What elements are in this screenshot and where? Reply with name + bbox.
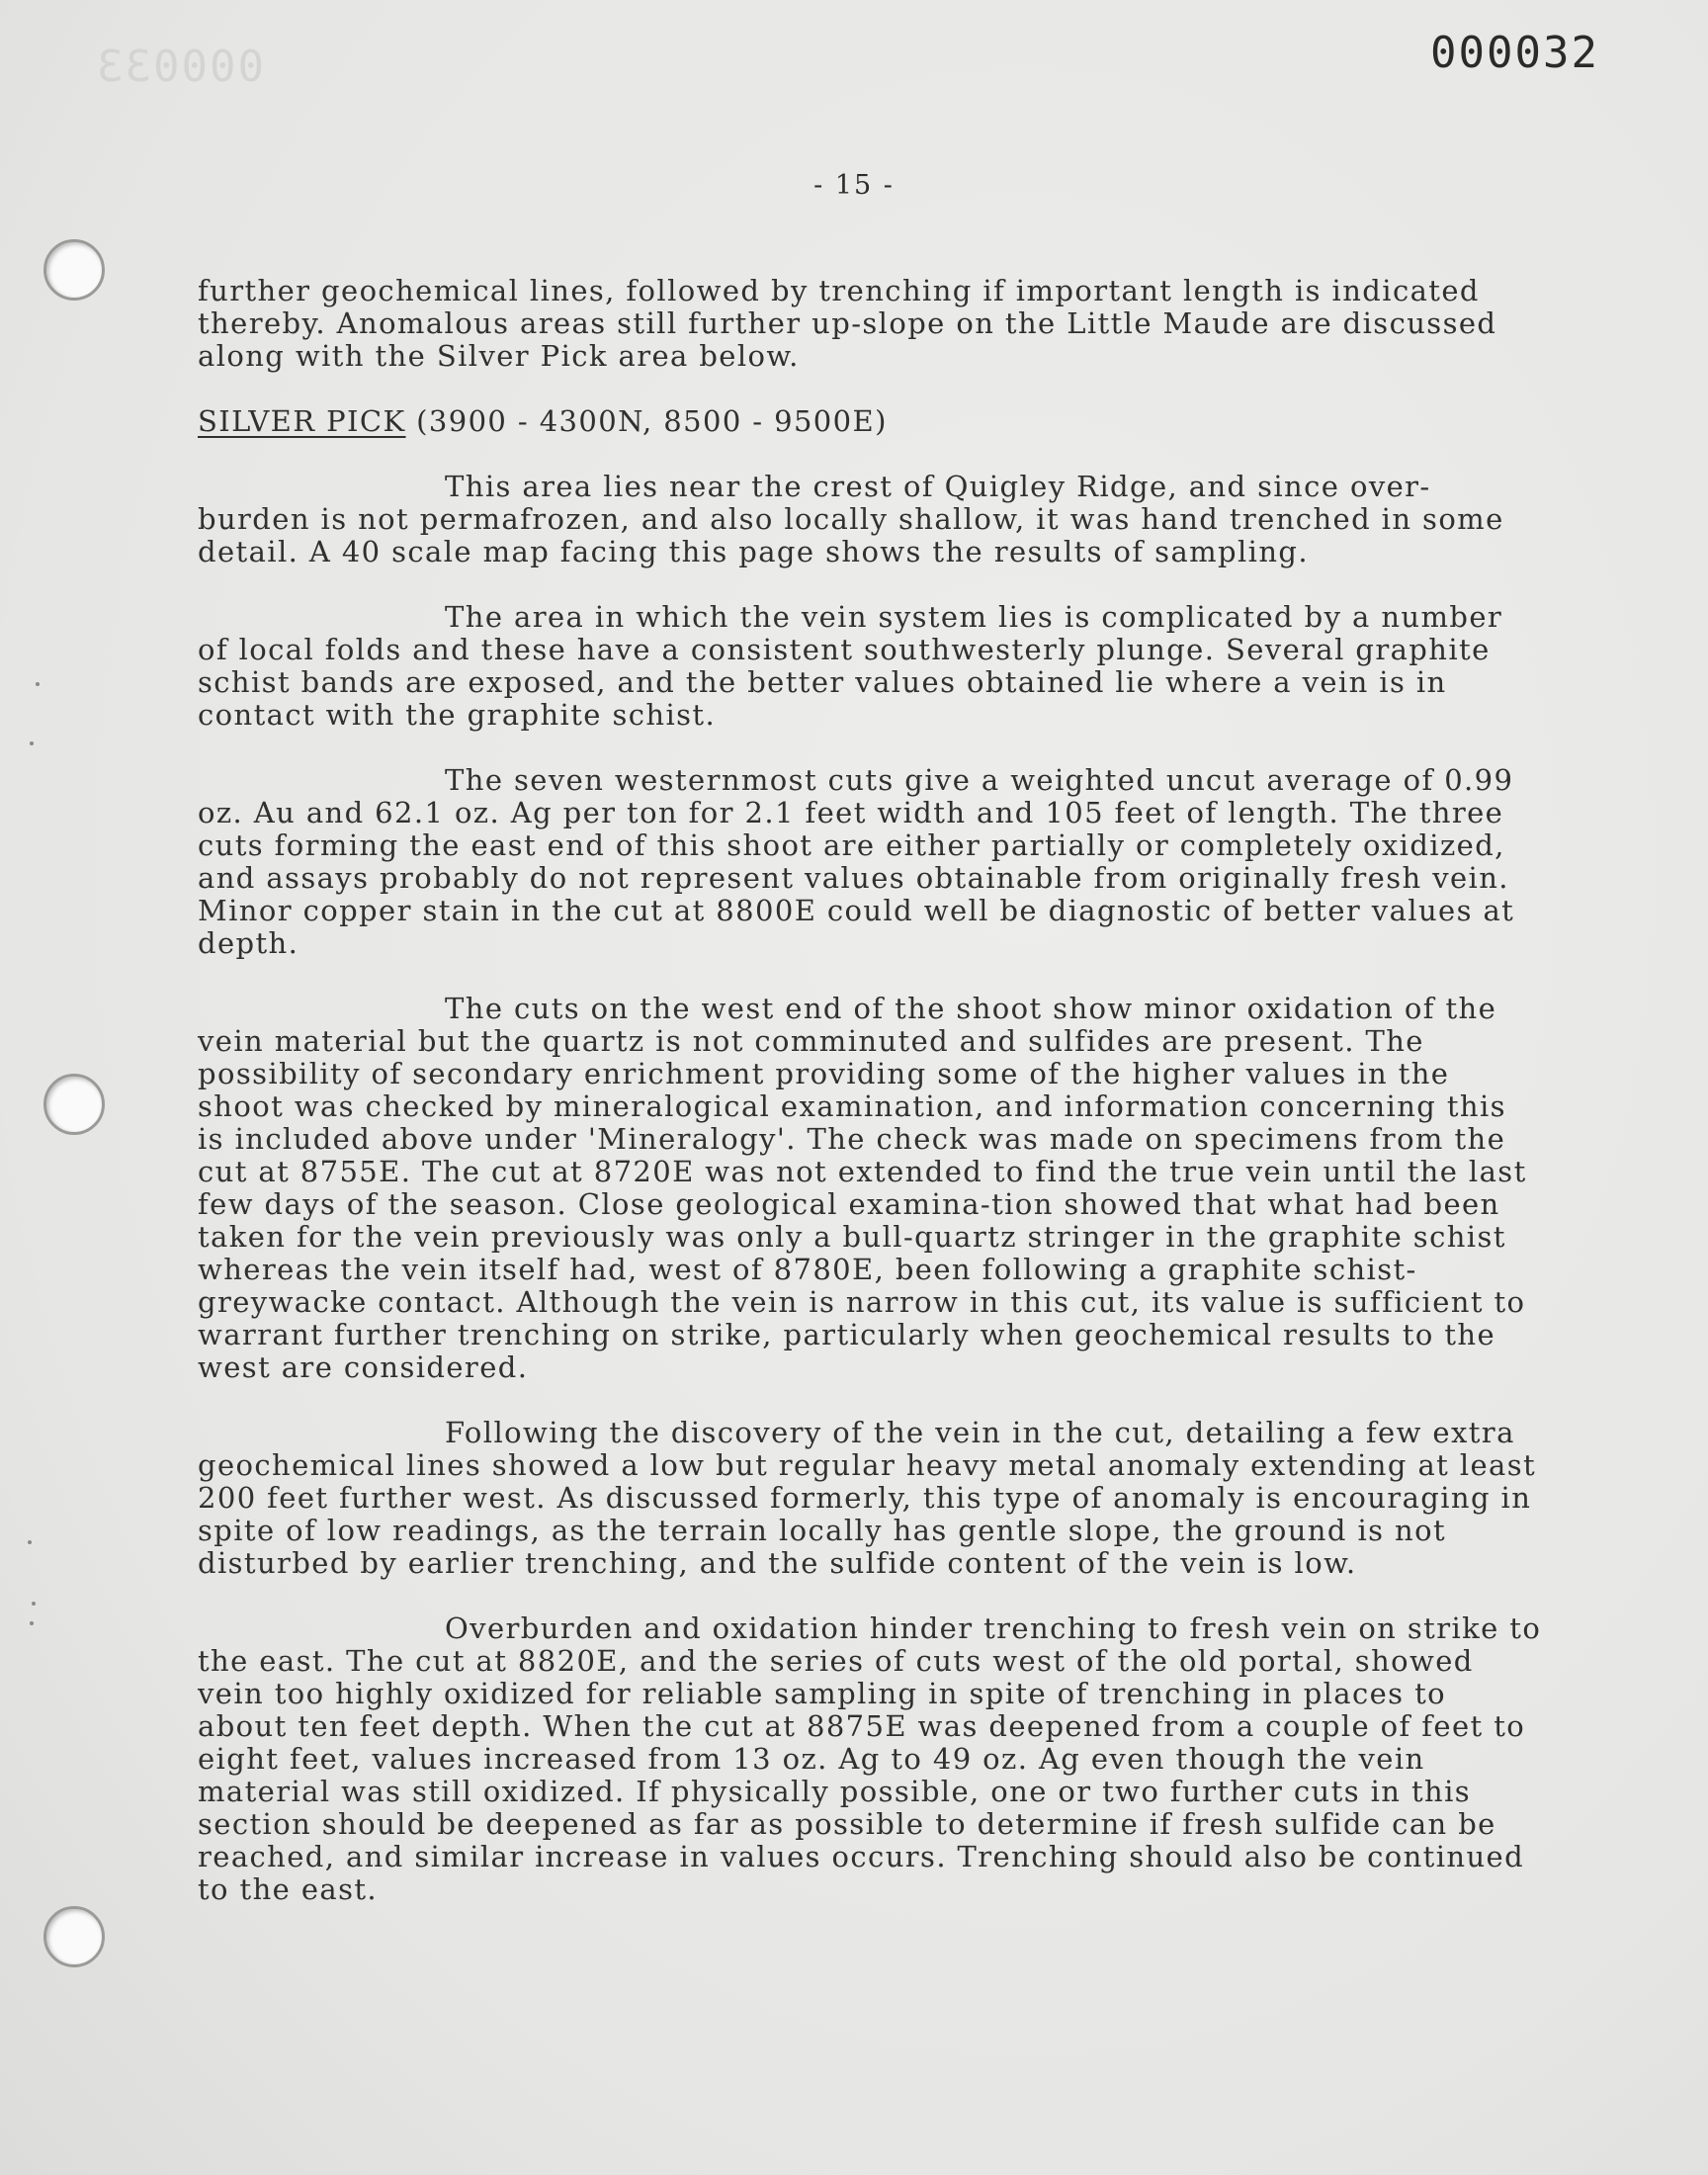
intro-paragraph: further geochemical lines, followed by trenching if important length is indicated thereby. Anomalous areas still further up-slope on the Little Maude are discussed along with the Silver Pick area below. <box>198 274 1497 373</box>
binder-hole-icon <box>43 239 105 301</box>
document-body <box>198 275 1542 1939</box>
paper-speck <box>30 1621 34 1625</box>
paragraph: The cuts on the west end of the shoot show minor oxidation of the vein material but the quartz is not comminuted and sulfides are present. The possibility of secondary enrichment providing some of the higher values in the shoot was checked by mineralogical examination, and information concerning this is included above under 'Mineralogy'. The check was made on specimens from the cut at 8755E. The cut at 8720E was not extended to find the true vein until the last few days of the season. Close geological examina-tion showed that what had been taken for the vein previously was only a bull-quartz stringer in the graphite schist whereas the vein itself had, west of 8780E, been following a graphite schist-greywacke contact. Although the vein is narrow in this cut, its value is sufficient to warrant further trenching on strike, particularly when geochemical results to the west are considered. <box>198 992 1527 1384</box>
section-heading <box>198 405 1542 438</box>
section-title: SILVER PICK <box>198 404 406 438</box>
paper-speck <box>32 1602 36 1606</box>
bleed-through-page-id: 000033 <box>95 42 264 92</box>
paragraph: The seven westernmost cuts give a weighted uncut average of 0.99 oz. Au and 62.1 oz. Ag per ton for 2.1 feet width and 105 feet of length. The three cuts forming the east end of this shoot are either partially or completely oxidized, and assays probably do not represent values obtainable from originally fresh vein. Minor copper stain in the cut at 8800E could well be diagnostic of better values at depth. <box>198 763 1515 960</box>
page-id-stamp: 000032 <box>1430 28 1599 78</box>
paragraph: Overburden and oxidation hinder trenching to fresh vein on strike to the east. The cut at 8820E, and the series of cuts west of the old portal, showed vein too highly oxidized for reliable sampling in spite of trenching in places to about ten feet depth. When the cut at 8875E was deepened from a couple of feet to eight feet, values increased from 13 oz. Ag to 49 oz. Ag even though the vein material was still oxidized. If physically possible, one or two further cuts in this section should be deepened as far as possible to determine if fresh sulfide can be reached, and similar increase in values occurs. Trenching should also be continued to the east. <box>198 1611 1542 1906</box>
paragraph: This area lies near the crest of Quigley Ridge, and since over-burden is not permafrozen, and also locally shallow, it was hand trenched in some detail. A 40 scale map facing this page shows the results of sampling. <box>198 470 1504 568</box>
paper-speck <box>36 682 40 686</box>
page-number: - 15 - <box>813 170 895 201</box>
paragraph: Following the discovery of the vein in the cut, detailing a few extra geochemical lines showed a low but regular heavy metal anomaly extending at least 200 feet further west. As discussed formerly, this type of anomaly is encouraging in spite of low readings, as the terrain locally has gentle slope, the ground is not disturbed by earlier trenching, and the sulfide content of the vein is low. <box>198 1416 1537 1580</box>
binder-hole-icon <box>43 1906 105 1967</box>
paragraph: The area in which the vein system lies is complicated by a number of local folds and these have a consistent southwesterly plunge. Several graphite schist bands are exposed, and the better values obtained lie where a vein is in contact with the graphite schist. <box>198 600 1503 732</box>
paper-speck <box>28 1540 32 1544</box>
paper-speck <box>30 741 34 745</box>
section-coordinates: (3900 - 4300N, 8500 - 9500E) <box>416 404 888 438</box>
binder-hole-icon <box>43 1074 105 1135</box>
